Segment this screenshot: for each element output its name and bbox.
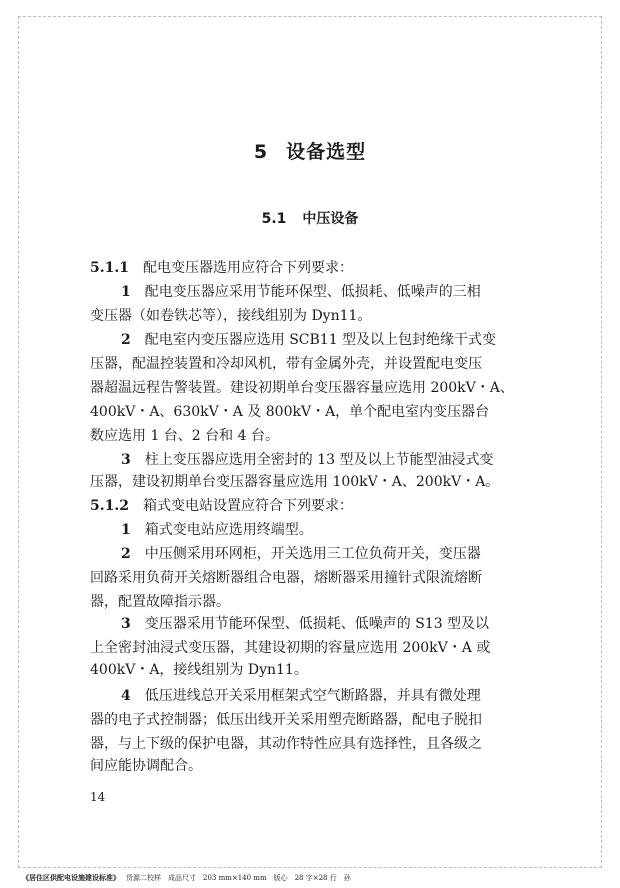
clause-text: 配电变压器选用应符合下列要求： <box>142 260 353 276</box>
paragraph-line: 压器，建设初期单台变压器容量应选用 100kV・A、200kV・A。 <box>90 474 500 490</box>
item-number: 3 <box>121 452 131 468</box>
section-title-text: 中压设备 <box>302 211 359 227</box>
clause-5-1-1 <box>90 258 353 278</box>
item-number: 1 <box>121 284 131 300</box>
item-number: 2 <box>121 546 131 562</box>
item-text: 柱上变压器应选用全密封的 13 型及以上节能型油浸式变 <box>144 452 494 468</box>
item-text: 配电变压器应采用节能环保型、低损耗、低噪声的三相 <box>144 284 481 300</box>
paragraph-line: 器的电子式控制器；低压出线开关采用塑壳断路器，配电子脱扣 <box>90 712 482 728</box>
clause-text: 箱式变电站设置应符合下列要求： <box>142 498 353 514</box>
paragraph-line: 器，与上下级的保护电器，其动作特性应具有选择性，且各级之 <box>90 736 482 752</box>
item-line <box>121 450 493 470</box>
footer-book-title: 《居住区供配电设施建设标准》 <box>22 873 120 882</box>
item-line <box>121 520 313 540</box>
paragraph-line: 器超温远程告警装置。建设初期单台变压器容量应选用 200kV・A、 <box>90 380 514 396</box>
item-line <box>121 614 489 634</box>
paragraph-line: 变压器（如卷铁芯等），接线组别为 Dyn11。 <box>90 308 372 324</box>
paragraph-line: 压器，配温控装置和冷却风机，带有金属外壳，并设置配电变压 <box>90 356 482 372</box>
paragraph-line: 400kV・A、630kV・A 及 800kV・A，单个配电室内变压器台 <box>90 404 490 420</box>
item-text: 箱式变电站应选用终端型。 <box>144 522 313 538</box>
item-number: 4 <box>121 688 131 704</box>
chapter-title-text: 设备选型 <box>286 141 367 163</box>
item-line <box>121 544 481 564</box>
item-text: 中压侧采用环网柜，开关选用三工位负荷开关，变压器 <box>144 546 481 562</box>
footer-print-info: 货源二校样 成品尺寸 203 mm×140 mm 版心 28 字×28 行 孙 <box>126 874 351 882</box>
item-text: 低压进线总开关采用框架式空气断路器，并具有微处理 <box>144 688 481 704</box>
item-text: 变压器采用节能环保型、低损耗、低噪声的 S13 型及以 <box>144 616 490 632</box>
section-number: 5.1 <box>261 211 287 227</box>
clause-number: 5.1.2 <box>90 498 129 514</box>
paragraph-line: 数应选用 1 台、2 台和 4 台。 <box>90 428 279 444</box>
section-title <box>0 208 620 228</box>
item-number: 1 <box>121 522 131 538</box>
item-text: 配电室内变压器应选用 SCB11 型及以上包封绝缘干式变 <box>144 332 497 348</box>
item-line <box>121 330 496 350</box>
paragraph-line: 400kV・A，接线组别为 Dyn11。 <box>90 662 308 678</box>
clause-5-1-2 <box>90 496 353 516</box>
page-number: 14 <box>90 790 106 804</box>
item-number: 2 <box>121 332 131 348</box>
paragraph-line: 回路采用负荷开关熔断器组合电器，熔断器采用撞针式限流熔断 <box>90 570 482 586</box>
paragraph-line: 器，配置故障指示器。 <box>90 594 230 610</box>
paragraph-line: 上全密封油浸式变压器，其建设初期的容量应选用 200kV・A 或 <box>90 640 491 656</box>
item-line <box>121 282 481 302</box>
item-number: 3 <box>121 616 131 632</box>
chapter-number: 5 <box>253 141 269 163</box>
print-footer <box>22 873 351 883</box>
item-line <box>121 686 481 706</box>
paragraph-line: 间应能协调配合。 <box>90 758 202 774</box>
clause-number: 5.1.1 <box>90 260 129 276</box>
chapter-title <box>0 137 620 164</box>
